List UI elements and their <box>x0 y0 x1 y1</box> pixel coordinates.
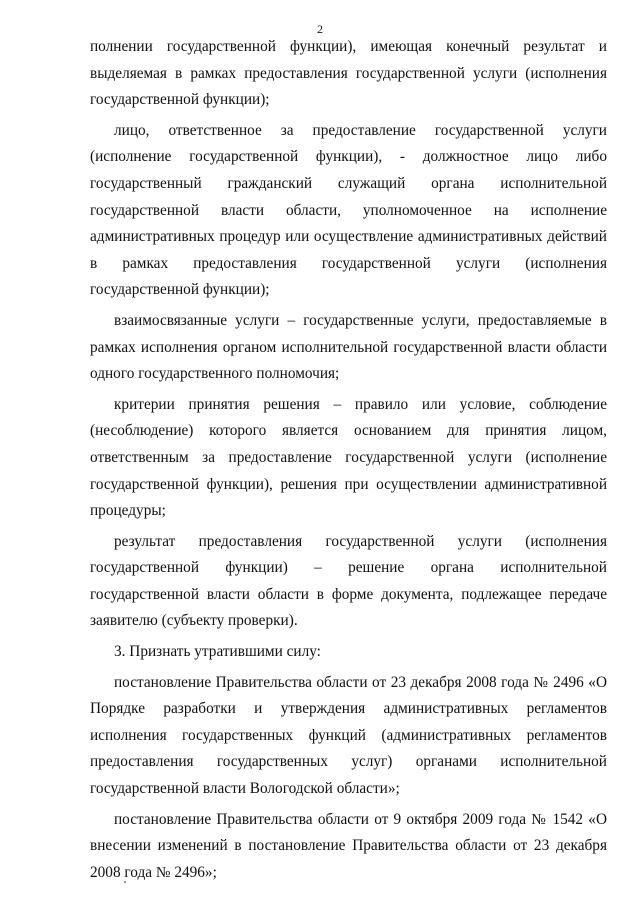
page-number: 2 <box>317 22 323 36</box>
paragraph-service-result: результат предоставления государственной услуги (исполнения государственной функции) – решение органа исполнительной государственной власти области в форме документа, подлежащее передаче заявителю (субъекту проверки). <box>90 532 607 630</box>
paragraph-decision-criteria: критерии принятия решения – правило или условие, соблюдение (несоблюдение) которого является основанием для принятия лицом, ответственным за предоставление государственной услуги (исполнение государственной функции), решения при осуществлении административной процедуры; <box>90 395 607 520</box>
paragraph-related-services: взаимосвязанные услуги – государственные услуги, предоставляемые в рамках исполнения органом исполнительной государственной власти области одного государственного полномочия; <box>90 311 607 383</box>
paragraph-responsible-person: лицо, ответственное за предоставление государственной услуги (исполнение государственной функции), - должностное лицо либо государственный гражданский служащий органа исполнительной государственной власти области, уполномоченное на исполнение административных процедур или осуществление административных действий в рамках предоставления государственной услуги (исполнения государственной функции); <box>90 121 607 299</box>
scan-artifact-dot <box>124 881 126 883</box>
paragraph-continuation: полнении государственной функции), имеющая конечный результат и выделяемая в рамках предоставления государственной услуги (исполнения государственной функции); <box>90 38 607 109</box>
paragraph-repeal-1542: постановление Правительства области от 9 октября 2009 года № 1542 «О внесении изменений в постановление Правительства области от 23 декабря 2008 года № 2496»; <box>90 810 607 881</box>
document-body <box>90 34 607 886</box>
paragraph-repeal-heading: 3. Признать утратившими силу: <box>114 643 321 661</box>
paragraph-repeal-2496: постановление Правительства области от 23 декабря 2008 года № 2496 «О Порядке разработки и утверждения административных регламентов исполнения государственных функций (административных регламентов предоставления государственных услуг) органами исполнительной государственной власти Вологодской области»; <box>90 673 607 798</box>
